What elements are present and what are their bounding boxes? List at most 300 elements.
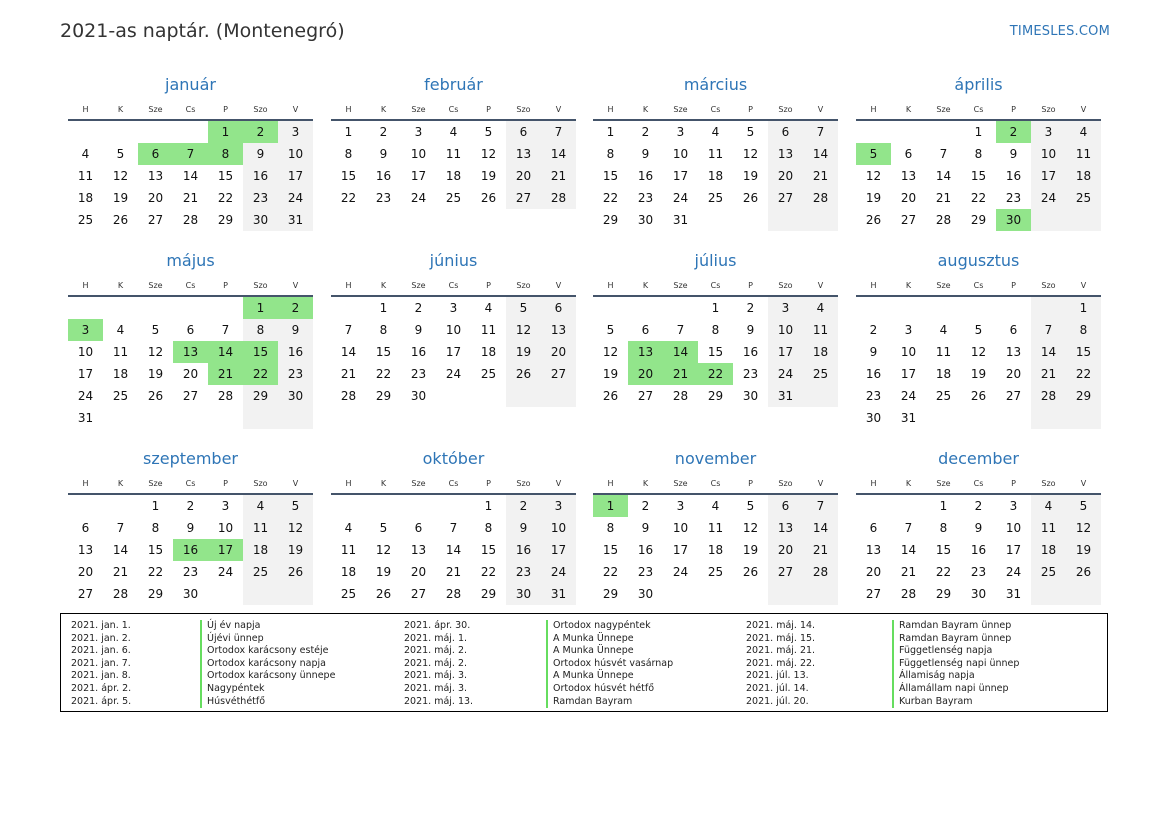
day-cell: 15 bbox=[340, 169, 357, 183]
day-cell: 6 bbox=[414, 521, 423, 535]
day-cell: 28 bbox=[803, 561, 838, 583]
weekday-label: Szo bbox=[253, 280, 268, 290]
day-cell: 14 bbox=[445, 543, 462, 557]
holiday-date: 2021. máj. 1. bbox=[404, 632, 468, 644]
day-cell: 9 bbox=[1009, 147, 1018, 161]
holiday-date: 2021. máj. 22. bbox=[746, 657, 816, 669]
day-cell: 24 bbox=[1031, 187, 1066, 209]
day-cell: 17 bbox=[445, 345, 462, 359]
day-cell: 12 bbox=[506, 319, 541, 341]
empty-day-cell bbox=[926, 121, 961, 143]
day-cell: 21 bbox=[208, 363, 243, 385]
day-cell: 15 bbox=[480, 543, 497, 557]
weekday-label: H bbox=[82, 478, 89, 488]
weekday-label: H bbox=[82, 104, 89, 114]
day-cell: 8 bbox=[208, 143, 243, 165]
month-calendar bbox=[68, 74, 313, 231]
holiday-date: 2021. ápr. 2. bbox=[71, 682, 132, 694]
day-cell: 11 bbox=[707, 521, 724, 535]
day-cell: 8 bbox=[151, 521, 160, 535]
day-cell: 15 bbox=[1066, 341, 1101, 363]
week-row bbox=[856, 539, 1101, 561]
day-cell: 5 bbox=[746, 499, 755, 513]
day-cell: 25 bbox=[1066, 187, 1101, 209]
day-cell: 28 bbox=[900, 587, 917, 601]
day-cell: 22 bbox=[340, 191, 357, 205]
day-cell: 27 bbox=[147, 213, 164, 227]
weekday-label: Cs bbox=[185, 280, 196, 290]
weekday-label: H bbox=[607, 478, 614, 488]
holiday-date: 2021. máj. 14. bbox=[746, 620, 816, 631]
day-cell: 20 bbox=[541, 341, 576, 363]
day-cell: 30 bbox=[182, 587, 199, 601]
day-cell: 13 bbox=[628, 341, 663, 363]
day-cell: 2 bbox=[243, 121, 278, 143]
day-cell: 24 bbox=[768, 363, 803, 385]
day-cell: 7 bbox=[116, 521, 125, 535]
day-cell: 22 bbox=[147, 565, 164, 579]
day-cell: 9 bbox=[278, 319, 313, 341]
day-cell: 2 bbox=[996, 121, 1031, 143]
day-cell: 15 bbox=[707, 345, 724, 359]
day-cell: 14 bbox=[541, 143, 576, 165]
month-title: május bbox=[166, 251, 215, 270]
week-row bbox=[593, 561, 838, 583]
day-cell: 7 bbox=[803, 121, 838, 143]
empty-day-cell bbox=[698, 583, 733, 605]
day-cell: 3 bbox=[221, 499, 230, 513]
day-cell: 26 bbox=[602, 389, 619, 403]
day-cell: 30 bbox=[243, 209, 278, 231]
day-cell: 14 bbox=[182, 169, 199, 183]
empty-day-cell bbox=[401, 495, 436, 517]
day-cell: 10 bbox=[900, 345, 917, 359]
empty-day-cell bbox=[1031, 583, 1066, 605]
holiday-name: Függetlenség napi ünnep bbox=[892, 658, 1019, 671]
empty-day-cell bbox=[208, 583, 243, 605]
weekday-label: Szo bbox=[253, 104, 268, 114]
empty-day-cell bbox=[663, 583, 698, 605]
weekday-header bbox=[331, 275, 576, 297]
day-cell: 20 bbox=[900, 191, 917, 205]
weekday-label: K bbox=[905, 478, 912, 488]
month-calendar bbox=[593, 448, 838, 605]
day-cell: 24 bbox=[672, 565, 689, 579]
weekday-label: K bbox=[380, 104, 387, 114]
week-row bbox=[593, 143, 838, 165]
weekday-label: K bbox=[905, 280, 912, 290]
day-cell: 12 bbox=[602, 345, 619, 359]
day-cell: 24 bbox=[1005, 565, 1022, 579]
day-cell: 24 bbox=[541, 561, 576, 583]
week-row bbox=[68, 121, 313, 143]
weekday-label: K bbox=[642, 478, 649, 488]
day-cell: 19 bbox=[865, 191, 882, 205]
day-cell: 24 bbox=[217, 565, 234, 579]
week-row bbox=[331, 495, 576, 517]
day-cell: 30 bbox=[637, 587, 654, 601]
day-cell: 31 bbox=[541, 583, 576, 605]
day-cell: 18 bbox=[1066, 165, 1101, 187]
day-cell: 4 bbox=[711, 125, 720, 139]
weekday-label: P bbox=[486, 280, 491, 290]
day-cell: 23 bbox=[970, 565, 987, 579]
day-cell: 12 bbox=[970, 345, 987, 359]
day-cell: 18 bbox=[112, 367, 129, 381]
week-row bbox=[68, 517, 313, 539]
day-cell: 5 bbox=[856, 143, 891, 165]
day-cell: 20 bbox=[77, 565, 94, 579]
weekday-label: H bbox=[870, 478, 877, 488]
day-cell: 22 bbox=[970, 191, 987, 205]
month-calendar bbox=[856, 448, 1101, 605]
day-cell: 27 bbox=[541, 363, 576, 385]
day-cell: 18 bbox=[707, 543, 724, 557]
day-cell: 3 bbox=[68, 319, 103, 341]
day-cell: 27 bbox=[77, 587, 94, 601]
day-cell: 8 bbox=[484, 521, 493, 535]
day-cell: 26 bbox=[865, 213, 882, 227]
day-cell: 1 bbox=[484, 499, 493, 513]
day-cell: 24 bbox=[900, 389, 917, 403]
holiday-name: Ortodox húsvét vasárnap bbox=[546, 658, 673, 671]
day-cell: 19 bbox=[506, 341, 541, 363]
weekday-label: K bbox=[117, 104, 124, 114]
empty-day-cell bbox=[138, 297, 173, 319]
day-cell: 23 bbox=[410, 367, 427, 381]
day-cell: 22 bbox=[602, 565, 619, 579]
week-row bbox=[593, 319, 838, 341]
weekday-header bbox=[68, 473, 313, 495]
weekday-label: P bbox=[223, 478, 228, 488]
empty-day-cell bbox=[733, 583, 768, 605]
weekday-label: V bbox=[555, 104, 562, 114]
holiday-name: Új év napja bbox=[200, 620, 335, 633]
empty-day-cell bbox=[768, 583, 803, 605]
week-row bbox=[331, 319, 576, 341]
day-cell: 23 bbox=[243, 187, 278, 209]
month-title: augusztus bbox=[937, 251, 1020, 270]
weekday-header bbox=[593, 473, 838, 495]
week-row bbox=[856, 583, 1101, 605]
day-cell: 9 bbox=[746, 323, 755, 337]
day-cell: 20 bbox=[147, 191, 164, 205]
day-cell: 13 bbox=[1005, 345, 1022, 359]
weekday-label: Cs bbox=[973, 104, 984, 114]
holiday-name: Ortodox karácsony ünnepe bbox=[200, 670, 335, 683]
day-cell: 2 bbox=[379, 125, 388, 139]
holiday-name: Ortodox karácsony napja bbox=[200, 658, 335, 671]
day-cell: 14 bbox=[663, 341, 698, 363]
day-cell: 13 bbox=[506, 143, 541, 165]
day-cell: 20 bbox=[410, 565, 427, 579]
day-cell: 23 bbox=[182, 565, 199, 579]
month-title: február bbox=[424, 75, 483, 94]
day-cell: 4 bbox=[449, 125, 458, 139]
day-cell: 10 bbox=[77, 345, 94, 359]
day-cell: 18 bbox=[935, 367, 952, 381]
legend-date-column bbox=[404, 620, 473, 708]
holiday-name: Ramdan Bayram bbox=[546, 696, 673, 709]
weekday-label: Cs bbox=[710, 104, 721, 114]
empty-day-cell bbox=[243, 583, 278, 605]
day-cell: 17 bbox=[77, 367, 94, 381]
day-cell: 10 bbox=[278, 143, 313, 165]
month-calendar bbox=[331, 448, 576, 605]
legend-name-column bbox=[200, 620, 335, 708]
day-cell: 23 bbox=[637, 565, 654, 579]
day-cell: 11 bbox=[445, 147, 462, 161]
empty-day-cell bbox=[891, 495, 926, 517]
day-cell: 24 bbox=[77, 389, 94, 403]
holiday-date: 2021. jan. 1. bbox=[71, 620, 131, 631]
day-cell: 30 bbox=[637, 213, 654, 227]
weekday-label: Cs bbox=[185, 104, 196, 114]
empty-day-cell bbox=[926, 297, 961, 319]
weekday-label: Szo bbox=[253, 478, 268, 488]
week-row bbox=[68, 143, 313, 165]
weekday-label: P bbox=[486, 478, 491, 488]
empty-day-cell bbox=[663, 297, 698, 319]
day-cell: 7 bbox=[449, 521, 458, 535]
day-cell: 5 bbox=[974, 323, 983, 337]
day-cell: 14 bbox=[900, 543, 917, 557]
day-cell: 22 bbox=[1066, 363, 1101, 385]
day-cell: 9 bbox=[379, 147, 388, 161]
day-cell: 23 bbox=[865, 389, 882, 403]
day-cell: 1 bbox=[593, 495, 628, 517]
week-row bbox=[856, 517, 1101, 539]
day-cell: 1 bbox=[344, 125, 353, 139]
empty-day-cell bbox=[138, 121, 173, 143]
day-cell: 9 bbox=[869, 345, 878, 359]
week-row bbox=[856, 297, 1101, 319]
weekday-label: K bbox=[380, 478, 387, 488]
day-cell: 18 bbox=[445, 169, 462, 183]
day-cell: 4 bbox=[484, 301, 493, 315]
weekday-label: Sze bbox=[148, 280, 163, 290]
day-cell: 14 bbox=[803, 143, 838, 165]
holiday-date: 2021. máj. 3. bbox=[404, 682, 468, 694]
day-cell: 11 bbox=[1066, 143, 1101, 165]
weekday-label: V bbox=[555, 280, 562, 290]
day-cell: 14 bbox=[340, 345, 357, 359]
empty-day-cell bbox=[103, 121, 138, 143]
day-cell: 3 bbox=[414, 125, 423, 139]
week-row bbox=[68, 297, 313, 319]
weekday-label: K bbox=[117, 478, 124, 488]
day-cell: 2 bbox=[974, 499, 983, 513]
day-cell: 4 bbox=[803, 297, 838, 319]
day-cell: 9 bbox=[243, 143, 278, 165]
day-cell: 25 bbox=[935, 389, 952, 403]
weekday-label: K bbox=[380, 280, 387, 290]
month-title: március bbox=[683, 75, 748, 94]
week-row bbox=[593, 187, 838, 209]
weekday-header bbox=[593, 275, 838, 297]
day-cell: 4 bbox=[81, 147, 90, 161]
empty-day-cell bbox=[961, 297, 996, 319]
day-cell: 28 bbox=[340, 389, 357, 403]
day-cell: 14 bbox=[208, 341, 243, 363]
empty-day-cell bbox=[278, 583, 313, 605]
day-cell: 17 bbox=[672, 543, 689, 557]
day-cell: 20 bbox=[768, 539, 803, 561]
week-row bbox=[68, 319, 313, 341]
weekday-label: H bbox=[870, 104, 877, 114]
week-row bbox=[593, 363, 838, 385]
day-cell: 7 bbox=[904, 521, 913, 535]
empty-day-cell bbox=[856, 297, 891, 319]
day-cell: 22 bbox=[935, 565, 952, 579]
day-cell: 31 bbox=[672, 213, 689, 227]
day-cell: 27 bbox=[1005, 389, 1022, 403]
day-cell: 9 bbox=[186, 521, 195, 535]
empty-day-cell bbox=[1066, 583, 1101, 605]
week-row bbox=[68, 561, 313, 583]
day-cell: 12 bbox=[1066, 517, 1101, 539]
weekday-label: Szo bbox=[778, 280, 793, 290]
week-row bbox=[331, 561, 576, 583]
day-cell: 11 bbox=[112, 345, 129, 359]
week-row bbox=[331, 187, 576, 209]
day-cell: 31 bbox=[768, 385, 803, 407]
day-cell: 6 bbox=[768, 121, 803, 143]
empty-day-cell bbox=[856, 121, 891, 143]
holiday-name: Ortodox húsvét hétfő bbox=[546, 683, 673, 696]
day-cell: 25 bbox=[112, 389, 129, 403]
holiday-date: 2021. máj. 2. bbox=[404, 657, 468, 669]
week-row bbox=[331, 583, 576, 605]
holiday-date: 2021. ápr. 5. bbox=[71, 695, 132, 707]
day-cell: 10 bbox=[410, 147, 427, 161]
holiday-name: Húsvéthétfő bbox=[200, 696, 335, 709]
week-row bbox=[856, 363, 1101, 385]
weekday-label: Cs bbox=[185, 478, 196, 488]
day-cell: 16 bbox=[970, 543, 987, 557]
empty-day-cell bbox=[996, 297, 1031, 319]
week-row bbox=[68, 583, 313, 605]
day-cell: 2 bbox=[278, 297, 313, 319]
day-cell: 21 bbox=[112, 565, 129, 579]
month-title: január bbox=[165, 75, 216, 94]
day-cell: 11 bbox=[340, 543, 357, 557]
weekday-label: Sze bbox=[148, 104, 163, 114]
day-cell: 3 bbox=[1031, 121, 1066, 143]
day-cell: 27 bbox=[182, 389, 199, 403]
day-cell: 7 bbox=[1031, 319, 1066, 341]
weekday-header bbox=[68, 275, 313, 297]
week-row bbox=[856, 385, 1101, 407]
day-cell: 18 bbox=[480, 345, 497, 359]
day-cell: 2 bbox=[506, 495, 541, 517]
week-row bbox=[331, 363, 576, 385]
empty-day-cell bbox=[1066, 209, 1101, 231]
day-cell: 25 bbox=[77, 213, 94, 227]
day-cell: 8 bbox=[379, 323, 388, 337]
empty-day-cell bbox=[1031, 209, 1066, 231]
day-cell: 13 bbox=[768, 517, 803, 539]
week-row bbox=[331, 165, 576, 187]
day-cell: 13 bbox=[77, 543, 94, 557]
holiday-date: 2021. jan. 6. bbox=[71, 645, 131, 657]
week-row bbox=[331, 121, 576, 143]
day-cell: 11 bbox=[243, 517, 278, 539]
day-cell: 5 bbox=[1066, 495, 1101, 517]
empty-day-cell bbox=[68, 297, 103, 319]
day-cell: 26 bbox=[112, 213, 129, 227]
weekday-label: V bbox=[292, 280, 299, 290]
empty-day-cell bbox=[1031, 297, 1066, 319]
day-cell: 19 bbox=[602, 367, 619, 381]
day-cell: 31 bbox=[900, 411, 917, 425]
holiday-date: 2021. máj. 21. bbox=[746, 645, 816, 657]
empty-day-cell bbox=[891, 297, 926, 319]
day-cell: 19 bbox=[742, 169, 759, 183]
week-row bbox=[331, 539, 576, 561]
day-cell: 3 bbox=[1009, 499, 1018, 513]
weekday-label: Sze bbox=[936, 104, 951, 114]
empty-day-cell bbox=[803, 385, 838, 407]
day-cell: 17 bbox=[768, 341, 803, 363]
day-cell: 13 bbox=[410, 543, 427, 557]
week-row bbox=[331, 297, 576, 319]
day-cell: 19 bbox=[375, 565, 392, 579]
day-cell: 27 bbox=[410, 587, 427, 601]
weekday-label: V bbox=[817, 280, 824, 290]
weekday-header bbox=[593, 99, 838, 121]
day-cell: 5 bbox=[116, 147, 125, 161]
weekday-label: K bbox=[117, 280, 124, 290]
day-cell: 30 bbox=[742, 389, 759, 403]
weekday-label: H bbox=[607, 280, 614, 290]
day-cell: 10 bbox=[1005, 521, 1022, 535]
day-cell: 29 bbox=[707, 389, 724, 403]
day-cell: 14 bbox=[935, 169, 952, 183]
day-cell: 5 bbox=[746, 125, 755, 139]
day-cell: 12 bbox=[278, 517, 313, 539]
page-title: 2021-as naptár. (Montenegró) bbox=[60, 20, 345, 42]
day-cell: 8 bbox=[243, 319, 278, 341]
week-row bbox=[856, 187, 1101, 209]
site-link[interactable]: TIMESLES.COM bbox=[1009, 24, 1110, 39]
day-cell: 11 bbox=[77, 169, 94, 183]
day-cell: 19 bbox=[147, 367, 164, 381]
day-cell: 30 bbox=[278, 385, 313, 407]
day-cell: 20 bbox=[768, 165, 803, 187]
day-cell: 2 bbox=[641, 499, 650, 513]
day-cell: 26 bbox=[375, 587, 392, 601]
day-cell: 15 bbox=[602, 543, 619, 557]
day-cell: 29 bbox=[480, 587, 497, 601]
week-row bbox=[331, 341, 576, 363]
empty-day-cell bbox=[541, 385, 576, 407]
day-cell: 3 bbox=[278, 121, 313, 143]
empty-day-cell bbox=[278, 407, 313, 429]
day-cell: 12 bbox=[742, 521, 759, 535]
weekday-label: H bbox=[345, 478, 352, 488]
day-cell: 10 bbox=[768, 319, 803, 341]
day-cell: 25 bbox=[707, 565, 724, 579]
month-title: december bbox=[938, 449, 1019, 468]
week-row bbox=[593, 297, 838, 319]
day-cell: 7 bbox=[221, 323, 230, 337]
holiday-date: 2021. máj. 3. bbox=[404, 670, 468, 682]
day-cell: 1 bbox=[1066, 297, 1101, 319]
day-cell: 16 bbox=[637, 543, 654, 557]
empty-day-cell bbox=[891, 121, 926, 143]
week-row bbox=[68, 363, 313, 385]
